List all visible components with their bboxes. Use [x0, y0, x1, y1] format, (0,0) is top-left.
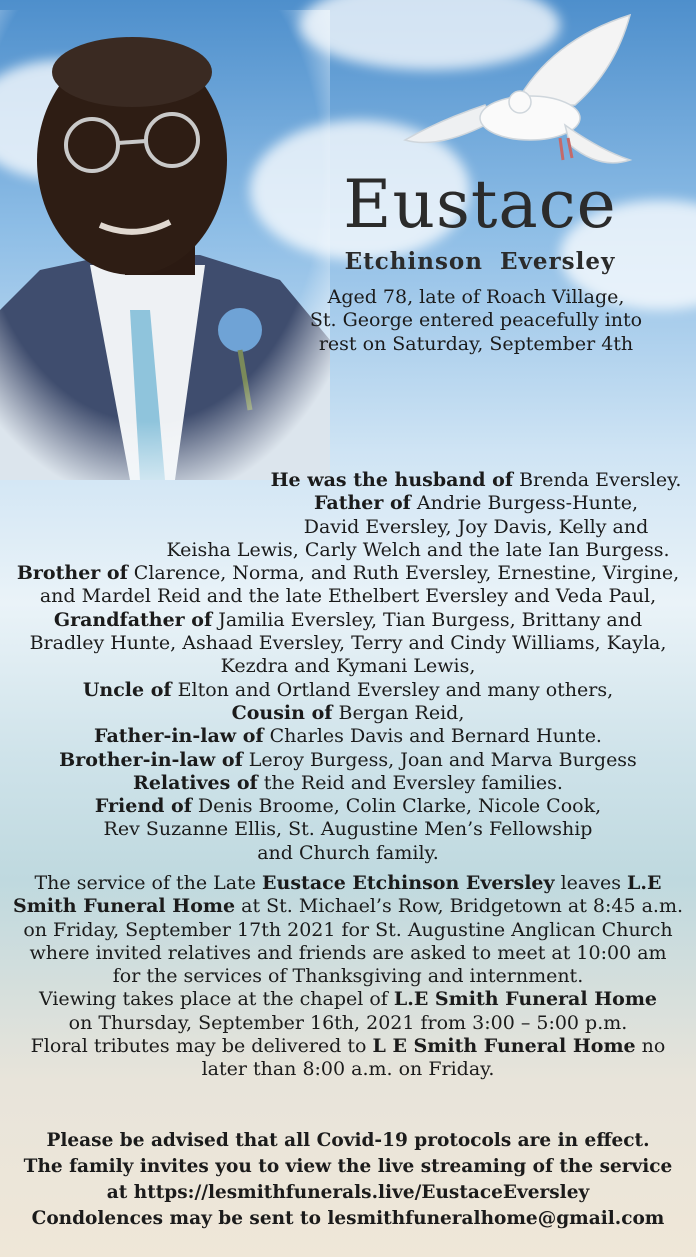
family-line: Cousin of Bergan Reid,: [231, 701, 465, 724]
family-line: Grandfather of Jamilia Eversley, Tian Burgess, Brittany and: [53, 608, 643, 631]
livestream-link[interactable]: at https://lesmithfunerals.live/EustaceEversley: [106, 1182, 590, 1203]
family-line: Bradley Hunte, Ashaad Eversley, Terry and Cindy Williams, Kayla,: [29, 632, 667, 655]
family-line: He was the husband of Brenda Eversley.: [270, 469, 682, 491]
intro-line: Aged 78, late of Roach Village,: [327, 286, 625, 308]
portrait-photo: [0, 10, 330, 480]
family-line: Keisha Lewis, Carly Welch and the late Ian Burgess.: [166, 538, 670, 561]
dove-icon: [400, 10, 640, 180]
family-line: Rev Suzanne Ellis, St. Augustine Men’s Fellowship: [103, 818, 593, 841]
deceased-first-name: Eustace: [343, 166, 617, 243]
family-line: Brother of Clarence, Norma, and Ruth Eversley, Ernestine, Virgine,: [16, 562, 680, 585]
family-line: and Church family.: [257, 841, 439, 864]
notes-block: [0, 1128, 696, 1232]
deceased-full-name: Etchinson Eversley: [344, 248, 616, 275]
service-line: Viewing takes place at the chapel of L.E Smith Funeral Home: [38, 988, 658, 1011]
family-line: Relatives of the Reid and Eversley families.: [133, 771, 563, 794]
family-line: Friend of Denis Broome, Colin Clarke, Nicole Cook,: [94, 795, 602, 818]
service-line: for the services of Thanksgiving and internment.: [112, 965, 584, 988]
family-line: Father-in-law of Charles Davis and Bernard Hunte.: [94, 725, 602, 748]
family-block: [0, 469, 696, 865]
family-line: Brother-in-law of Leroy Burgess, Joan and Marva Burgess: [59, 748, 637, 771]
service-line: where invited relatives and friends are asked to meet at 10:00 am: [29, 941, 667, 964]
family-line: Kezdra and Kymani Lewis,: [220, 655, 476, 678]
service-line: The service of the Late Eustace Etchinson Eversley leaves L.E: [34, 872, 662, 894]
service-line: Floral tributes may be delivered to L E Smith Funeral Home no: [30, 1035, 666, 1058]
intro-line: St. George entered peacefully into: [309, 309, 643, 332]
covid-notice: Please be advised that all Covid-19 protocols are in effect.: [46, 1130, 650, 1151]
family-line: and Mardel Reid and the late Ethelbert Eversley and Veda Paul,: [39, 585, 657, 608]
family-line: David Eversley, Joy Davis, Kelly and: [303, 515, 649, 538]
service-line: on Friday, September 17th 2021 for St. Augustine Anglican Church: [23, 918, 673, 941]
condolences-email[interactable]: Condolences may be sent to lesmithfuneralhome@gmail.com: [31, 1208, 665, 1229]
family-line: Father of Andrie Burgess-Hunte,: [313, 492, 639, 515]
intro-block: [256, 286, 696, 356]
family-line: Uncle of Elton and Ortland Eversley and many others,: [82, 678, 614, 701]
livestream-notice: The family invites you to view the live streaming of the service: [23, 1156, 673, 1177]
service-line: later than 8:00 a.m. on Friday.: [201, 1058, 495, 1081]
intro-line: rest on Saturday, September 4th: [318, 332, 634, 355]
service-block: [0, 872, 696, 1082]
service-line: Smith Funeral Home at St. Michael’s Row, Bridgetown at 8:45 a.m.: [12, 895, 684, 918]
service-line: on Thursday, September 16th, 2021 from 3:00 – 5:00 p.m.: [68, 1011, 628, 1034]
